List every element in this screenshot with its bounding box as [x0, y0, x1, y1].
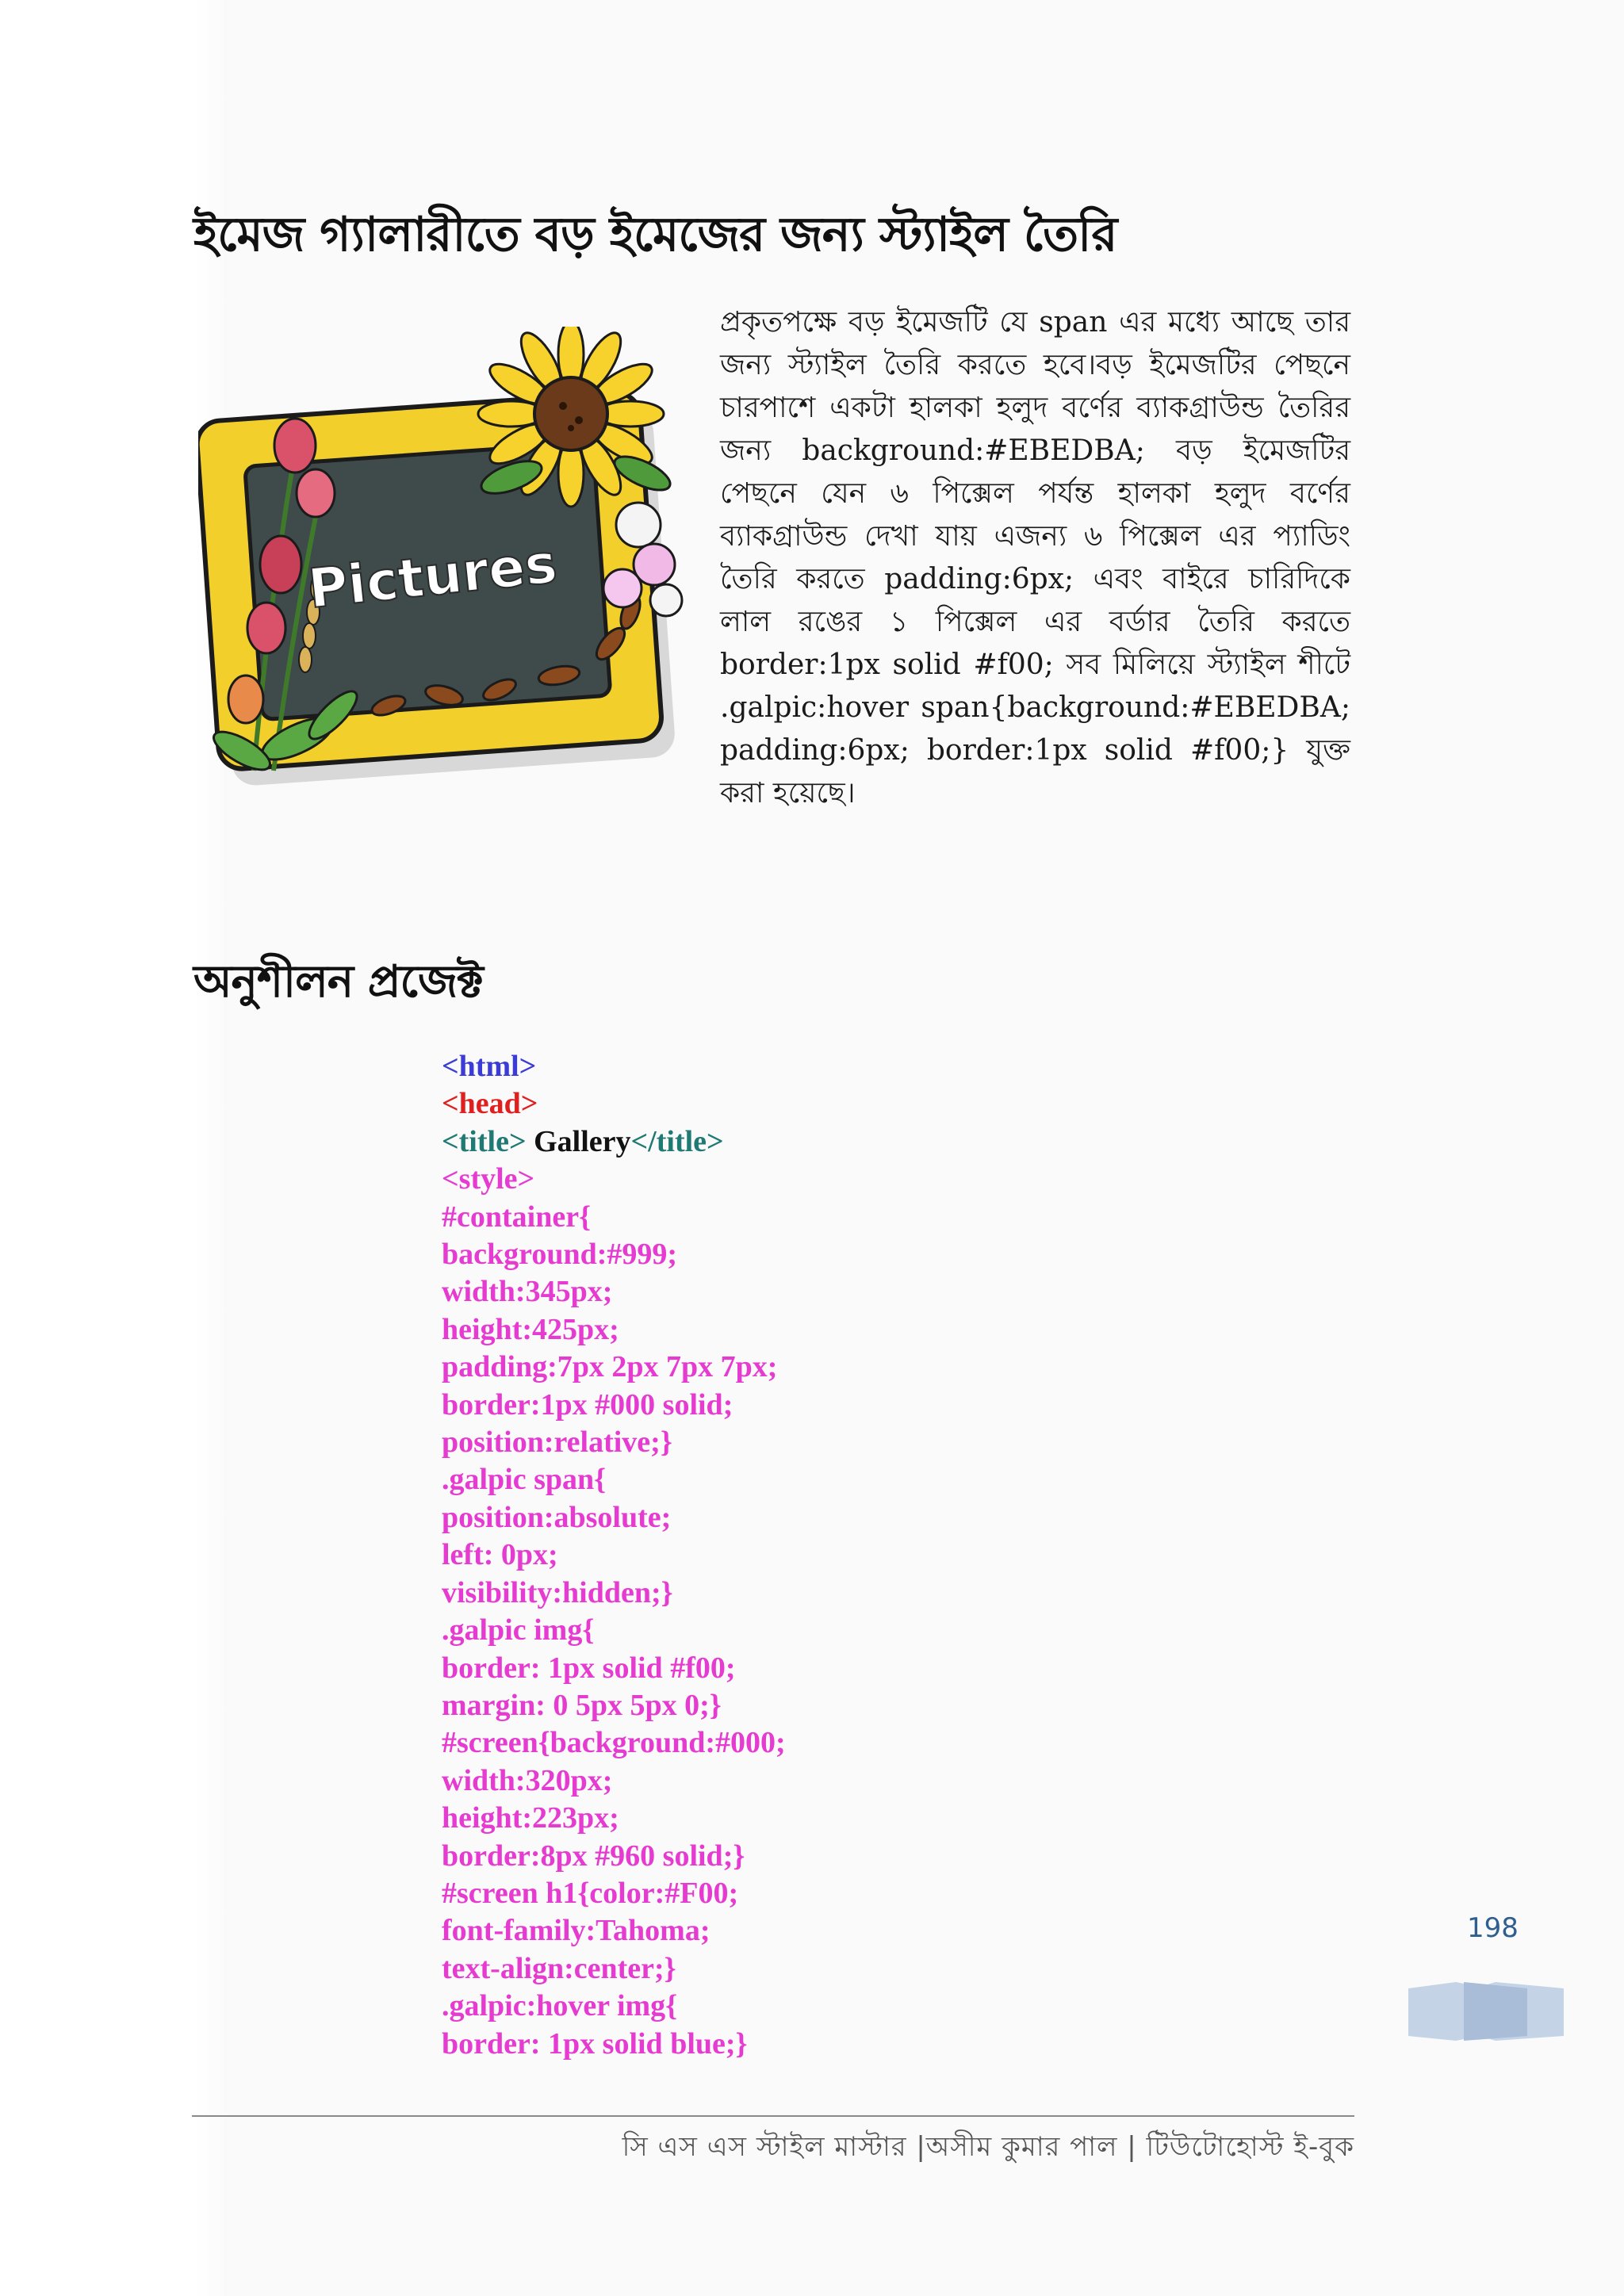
practice-title: অনুশীলন প্রজেক্ট — [193, 956, 483, 1008]
code-line: width:320px; — [442, 1763, 613, 1797]
code-line: left: 0px; — [442, 1538, 558, 1572]
page-number: 198 — [1467, 1912, 1519, 1944]
code-line: height:223px; — [442, 1801, 619, 1835]
page-ribbon-decoration — [1408, 1980, 1564, 2042]
section-title: ইমেজ গ্যালারীতে বড় ইমেজের জন্য স্ট্যাইল তৈরি — [193, 207, 1117, 262]
code-line: position:absolute; — [442, 1500, 672, 1534]
code-token: <title> — [442, 1124, 527, 1158]
code-line: border:8px #960 solid;} — [442, 1839, 745, 1873]
code-line: border: 1px solid blue;} — [442, 2026, 748, 2061]
code-line: .galpic img{ — [442, 1613, 595, 1647]
code-line: <style> — [442, 1162, 535, 1196]
code-line: <head> — [442, 1087, 538, 1121]
code-line: width:345px; — [442, 1275, 613, 1309]
code-token: </title> — [630, 1124, 724, 1158]
code-line: padding:7px 2px 7px 7px; — [442, 1350, 778, 1384]
code-line: #screen{background:#000; — [442, 1726, 786, 1760]
code-line: <html> — [442, 1050, 537, 1083]
code-line: border: 1px solid #f00; — [442, 1651, 736, 1685]
pictures-label: Pictures — [305, 532, 561, 622]
code-line: font-family:Tahoma; — [442, 1914, 710, 1948]
code-line: border:1px #000 solid; — [442, 1387, 733, 1422]
footer-divider — [192, 2115, 1354, 2117]
code-line: position:relative;} — [442, 1425, 672, 1460]
code-line: #container{ — [442, 1200, 592, 1234]
code-line: margin: 0 5px 5px 0;} — [442, 1688, 722, 1722]
code-line: #screen h1{color:#F00; — [442, 1876, 739, 1910]
code-listing — [442, 1048, 786, 2063]
pictures-illustration — [198, 327, 694, 802]
code-line — [442, 1123, 786, 1161]
code-line: height:425px; — [442, 1312, 619, 1346]
code-line: .galpic span{ — [442, 1463, 607, 1497]
code-line: background:#999; — [442, 1238, 678, 1272]
code-line: visibility:hidden;} — [442, 1575, 673, 1609]
code-line: .galpic:hover img{ — [442, 1989, 678, 2023]
code-token: Gallery — [526, 1124, 631, 1158]
footer-text: সি এস এস স্টাইল মাস্টার |অসীম কুমার পাল | টিউটোহোস্ট ই-বুক — [622, 2131, 1354, 2163]
description-paragraph: প্রকৃতপক্ষে বড় ইমেজটি যে span এর মধ্যে আছে তার জন্য স্ট্যাইল তৈরি করতে হবে।বড় ইমেজটির পেছনে চারপাশে একটা হালকা হলুদ বর্ণের ব্যাকগ্রাউন্ড তৈরির জন্য background:#EBEDBA; বড় ইমেজটির পেছনে যেন ৬ পিক্সেল পর্যন্ত হালকা হলুদ বর্ণের ব্যাকগ্রাউন্ড দেখা যায় এজন্য ৬ পিক্সেল এর প্যাডিং তৈরি করতে padding:6px; এবং বাইরে চারিদিকে লাল রঙের ১ পিক্সেল এর বর্ডার তৈরি করতে border:1px solid #f00; সব মিলিয়ে স্ট্যাইল শীটে .galpic:hover span{background:#EBEDBA; padding:6px; border:1px solid #f00;} যুক্ত করা হয়েছে। — [720, 306, 1350, 809]
code-line: text-align:center;} — [442, 1951, 676, 1985]
